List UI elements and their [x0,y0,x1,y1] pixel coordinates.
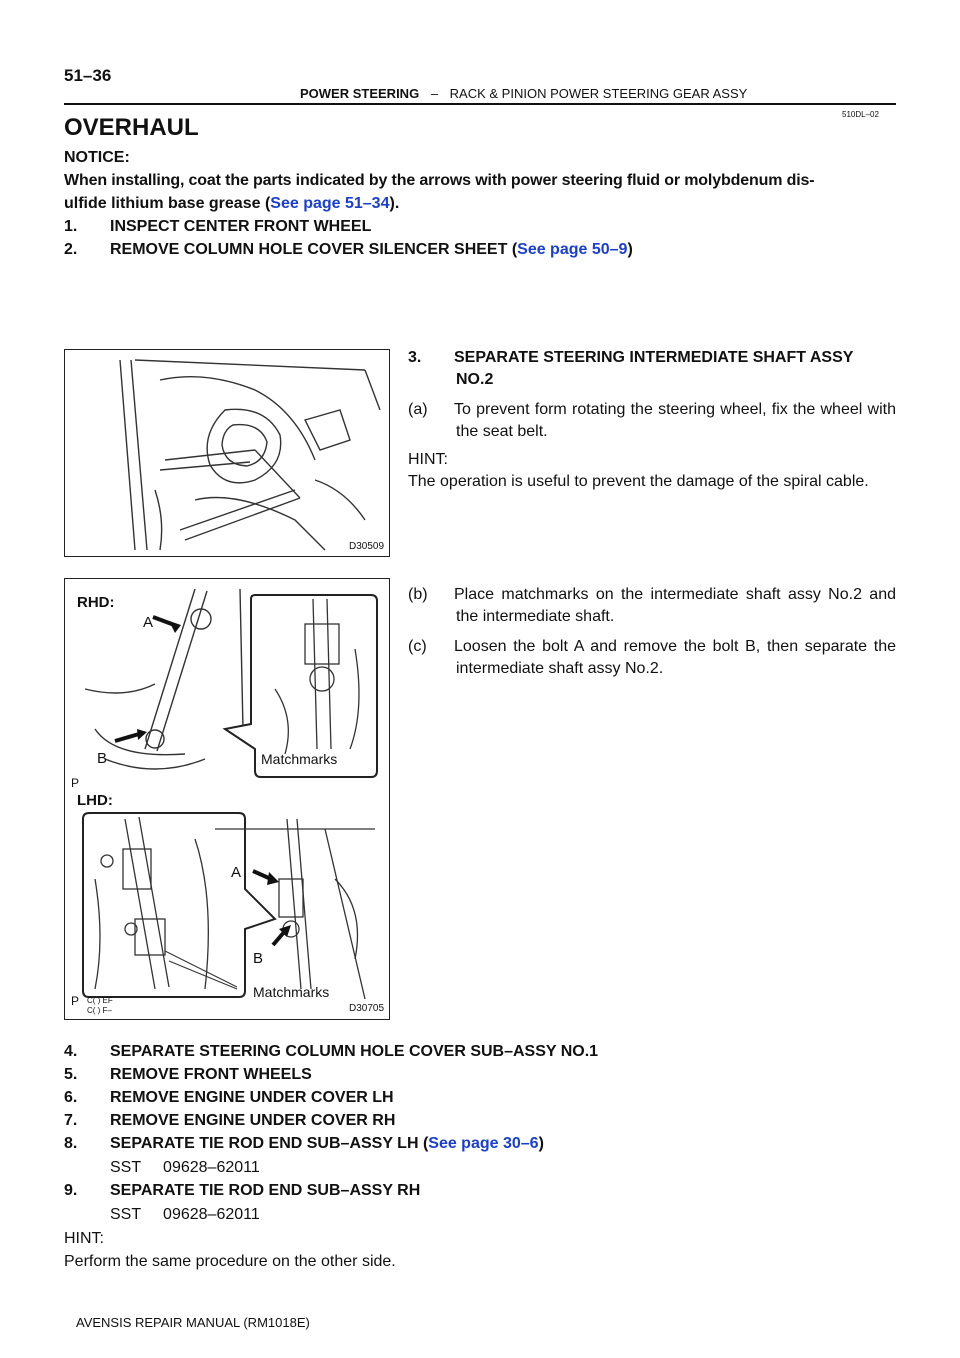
step-number: 9. [64,1182,78,1199]
figure-steering-wheel-seatbelt [64,349,390,557]
step-number: 3. [408,349,422,366]
p-mark-1: P [71,776,80,790]
lhd-label: LHD: [77,792,113,809]
step-7 [64,1112,395,1130]
step-1 [64,218,371,236]
step-3-block-b [408,584,896,680]
step-text: SEPARATE TIE ROD END SUB–ASSY RH [110,1182,421,1199]
substep-a [408,399,896,443]
footer: AVENSIS REPAIR MANUAL (RM1018E) [76,1315,310,1330]
step-text: REMOVE ENGINE UNDER COVER LH [110,1089,394,1106]
step-3-title [408,347,896,391]
rhd-label-b: B [97,750,108,767]
step-number: 8. [64,1135,78,1152]
step-text: SEPARATE TIE ROD END SUB–ASSY LH ( [110,1135,429,1152]
page-title: OVERHAUL [64,114,199,141]
final-hint-text: Perform the same procedure on the other side. [64,1253,396,1270]
notice-label: NOTICE: [64,149,130,166]
notice-text: ulfide lithium base grease ( [64,195,271,212]
step-text-end: ) [627,241,633,258]
figure-intermediate-shaft [64,578,390,1020]
lhd-matchmarks: Matchmarks [253,984,330,1000]
final-hint-label: HINT: [64,1230,104,1247]
step-4 [64,1043,598,1061]
step-8 [64,1135,544,1153]
substep-b-text: Place matchmarks on the intermediate shaft assy No.2 and the intermediate shaft. [454,586,896,625]
p-mark-2: P [71,994,80,1008]
step-text-end: ) [538,1135,544,1152]
substep-c-label: (c) [408,638,427,655]
header-section: POWER STEERING [300,86,420,101]
step-number: 7. [64,1112,78,1129]
rhd-label-a: A [143,614,154,631]
notice-link[interactable]: See page 51–34 [270,195,390,212]
substep-c-text: Loosen the bolt A and remove the bolt B, then separate the intermediate shaft assy No.2. [454,638,896,677]
header-rule [64,103,896,105]
running-header [300,86,747,101]
figure1-code: D30509 [349,541,385,552]
step-text: REMOVE COLUMN HOLE COVER SILENCER SHEET ( [110,241,518,258]
step-number: 2. [64,241,78,258]
substep-a-text: To prevent form rotating the steering wheel, fix the wheel with the seat belt. [454,401,896,440]
fig-tag-2: C( ) F– [87,1006,112,1015]
step-text: SEPARATE STEERING COLUMN HOLE COVER SUB–ASSY NO.1 [110,1043,599,1060]
substep-b [408,584,896,628]
header-subsection: RACK & PINION POWER STEERING GEAR ASSY [449,86,748,101]
notice-line2 [64,195,399,213]
step-9 [64,1182,420,1200]
step-9-sst: SST 09628–62011 [110,1206,260,1223]
step-number: 1. [64,218,78,235]
substep-c [408,636,896,680]
notice-text-end: ). [389,195,400,212]
hint-text: The operation is useful to prevent the damage of the spiral cable. [408,473,869,490]
intermediate-shaft-illustration [65,579,389,1019]
fig-tag-1: C( ) EF [87,996,113,1005]
header-separator: – [430,86,439,101]
steering-wheel-illustration [65,350,389,556]
notice-line1: When installing, coat the parts indicated by the arrows with power steering fluid or molybdenum dis- [64,172,815,189]
step-text: INSPECT CENTER FRONT WHEEL [110,218,372,235]
step-text: REMOVE FRONT WHEELS [110,1066,312,1083]
step-3-title-line2: NO.2 [456,371,494,388]
step-8-sst: SST 09628–62011 [110,1159,260,1176]
lhd-label-a: A [231,864,242,881]
step-number: 4. [64,1043,78,1060]
lhd-label-b: B [253,950,264,967]
step-text: REMOVE ENGINE UNDER COVER RH [110,1112,396,1129]
rhd-matchmarks: Matchmarks [261,751,338,767]
step-number: 5. [64,1066,78,1083]
step-number: 6. [64,1089,78,1106]
step-6 [64,1089,394,1107]
step-link[interactable]: See page 50–9 [517,241,628,258]
figure2-code: D30705 [349,1003,385,1014]
rhd-label: RHD: [77,594,115,611]
step-3-block [408,347,896,493]
page-number: 51–36 [64,66,112,85]
step-5 [64,1066,312,1084]
substep-a-label: (a) [408,401,428,418]
step-2 [64,241,633,259]
step-link[interactable]: See page 30–6 [428,1135,539,1152]
doc-code: 510DL–02 [842,110,879,119]
substep-b-label: (b) [408,586,428,603]
step-3-title-line1: SEPARATE STEERING INTERMEDIATE SHAFT ASSY [454,349,854,366]
hint-label: HINT: [408,451,448,468]
